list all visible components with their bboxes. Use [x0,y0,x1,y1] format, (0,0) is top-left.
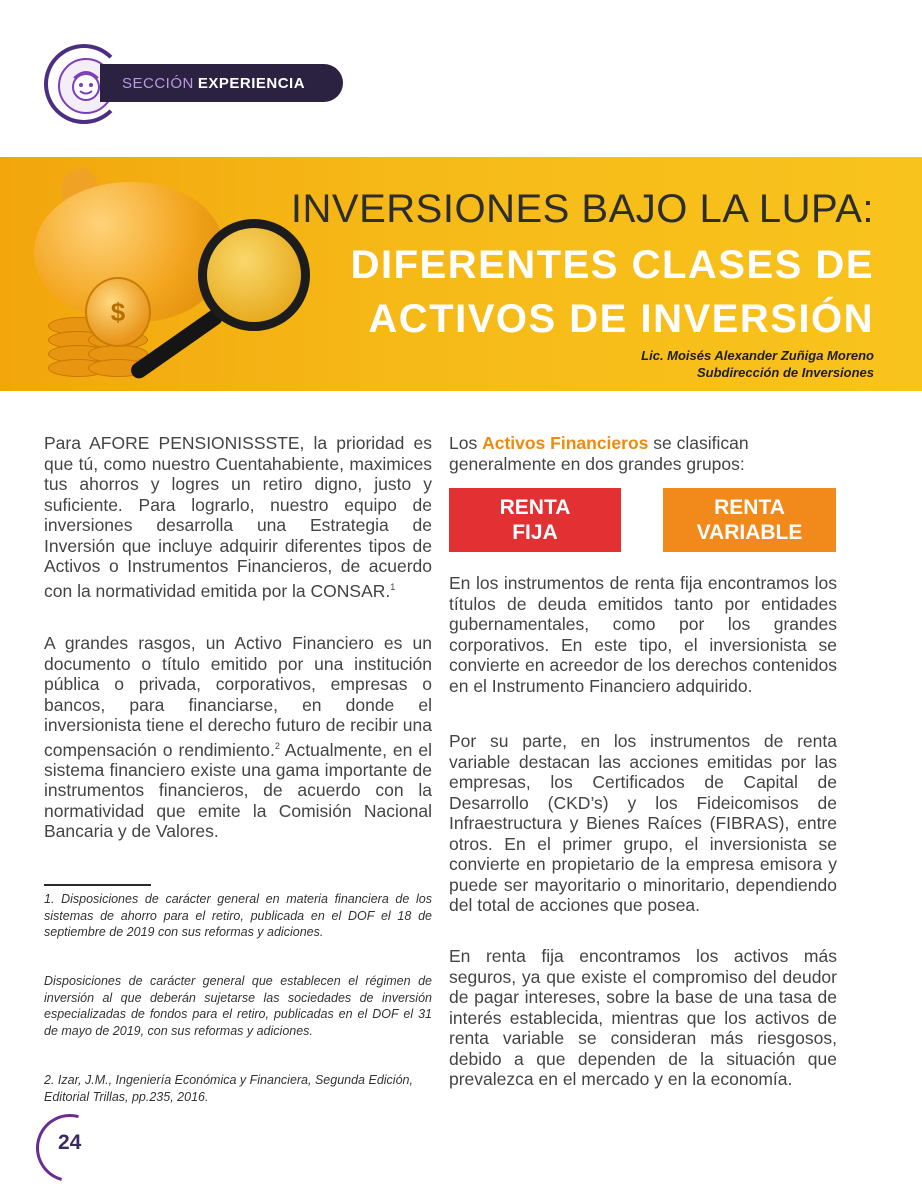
dollar-symbol: $ [110,297,126,327]
left-p2b-text: Actualmente, en el sistema financiero existe una gama importante de instrumentos financieros, de acuerdo con la normatividad que emite la Comisión Nacional Bancaria y de Valores. [44,739,432,842]
section-tag [100,64,343,102]
right-p1-text: En los instrumentos de renta fija encontramos los títulos de deuda emitidos tanto por entidades gubernamentales, como por los grandes corporativos. En este tipo, el inversionista se convierte en acreedor de los derechos contenidos en el Instrumento Financiero adquirido. [449,573,837,696]
intro-highlight: Activos Financieros [482,433,649,453]
section-label-light: SECCIÓN [122,74,194,92]
author-block [641,347,874,381]
right-paragraph-1 [449,573,837,696]
renta-variable-box [663,488,836,552]
title-line-2: DIFERENTES CLASES DE [350,243,874,287]
right-paragraph-3 [449,946,837,1090]
renta-fija-box [449,488,621,552]
right-p2-text: Por su parte, en los instrumentos de renta variable destacan las acciones emitidas por las empresas, los Certificados de Capital de Desarrollo (CKD’s) y los Fideicomisos de Infraestructura y Bienes Raíces (FIBRAS), entre otros. En el primer grupo, el inversionista se convierte en propietario de la empresa emisora y puede ser mayoritario o minoritario, dependiendo del total de acciones que posea. [449,731,837,915]
section-label-bold: EXPERIENCIA [197,74,306,92]
author-role: Subdirección de Inversiones [697,365,874,380]
dollar-coin-icon [85,277,151,347]
page-number: 24 [58,1131,82,1154]
magnifying-glass-icon [198,219,310,331]
renta-fija-line-2: FIJA [512,521,558,544]
renta-variable-line-1: RENTA [714,496,785,519]
footnote-ref-1: 1 [390,581,396,592]
left-p2a-text: A grandes rasgos, un Activo Financiero es un documento o título emitido por una institución pública o privada, corporativos, empresas o bancos, para financiarse, en donde el inversionista tiene el derecho futuro de recibir una compensación o rendimiento. [44,633,432,760]
author-name: Lic. Moisés Alexander Zuñiga Moreno [641,348,874,363]
title-line-1: INVERSIONES BAJO LA LUPA: [290,187,874,231]
intro-post: se clasifican generalmente en dos grandes grupos: [449,433,749,474]
title-banner [0,157,922,391]
footnote-divider [44,884,151,886]
right-paragraph-2 [449,731,837,916]
renta-variable-line-2: VARIABLE [696,521,803,544]
footnote-ref-2: 2 [274,740,280,751]
footnote-2: 2. Izar, J.M., Ingeniería Económica y Financiera, Segunda Edición, Editorial Trillas, pp.235, 2016. [44,1073,413,1104]
title-line-3: ACTIVOS DE INVERSIÓN [368,297,874,341]
footnote-1b: Disposiciones de carácter general que establecen el régimen de inversión al que deberán sujetarse las sociedades de inversión especializadas de fondos para el retiro, publicadas en el DOF el 31 de mayo de 2019, con sus reformas y adiciones. [44,974,432,1038]
footnote-1: 1. Disposiciones de carácter general en materia financiera de los sistemas de ahorro para el retiro, publicada en el DOF el 18 de septiembre de 2019 con sus reformas y adiciones. [44,892,432,939]
right-intro [449,433,837,474]
right-p3-text: En renta fija encontramos los activos más seguros, ya que existe el compromiso del deudor de pagar intereses, sobre la base de una tasa de interés establecida, mientras que los activos de renta variable se consideran más riesgosos, debido a que dependen de la situación que prevalezca en el mercado y en la economía. [449,946,837,1089]
left-p1-text: Para AFORE PENSIONISSSTE, la prioridad es que tú, como nuestro Cuentahabiente, maximices tus ahorros y logres un retiro digno, justo y suficiente. Para lograrlo, nuestro equipo de inversiones desarrolla una Estrategia de Inversión que incluye adquirir diferentes tipos de Activos o Instrumentos Financieros, de acuerdo con la normatividad emitida por la CONSAR. [44,433,432,601]
renta-fija-line-1: RENTA [499,496,571,519]
left-paragraph-1 [44,433,432,601]
left-paragraph-2 [44,633,432,842]
intro-pre: Los [449,433,483,453]
